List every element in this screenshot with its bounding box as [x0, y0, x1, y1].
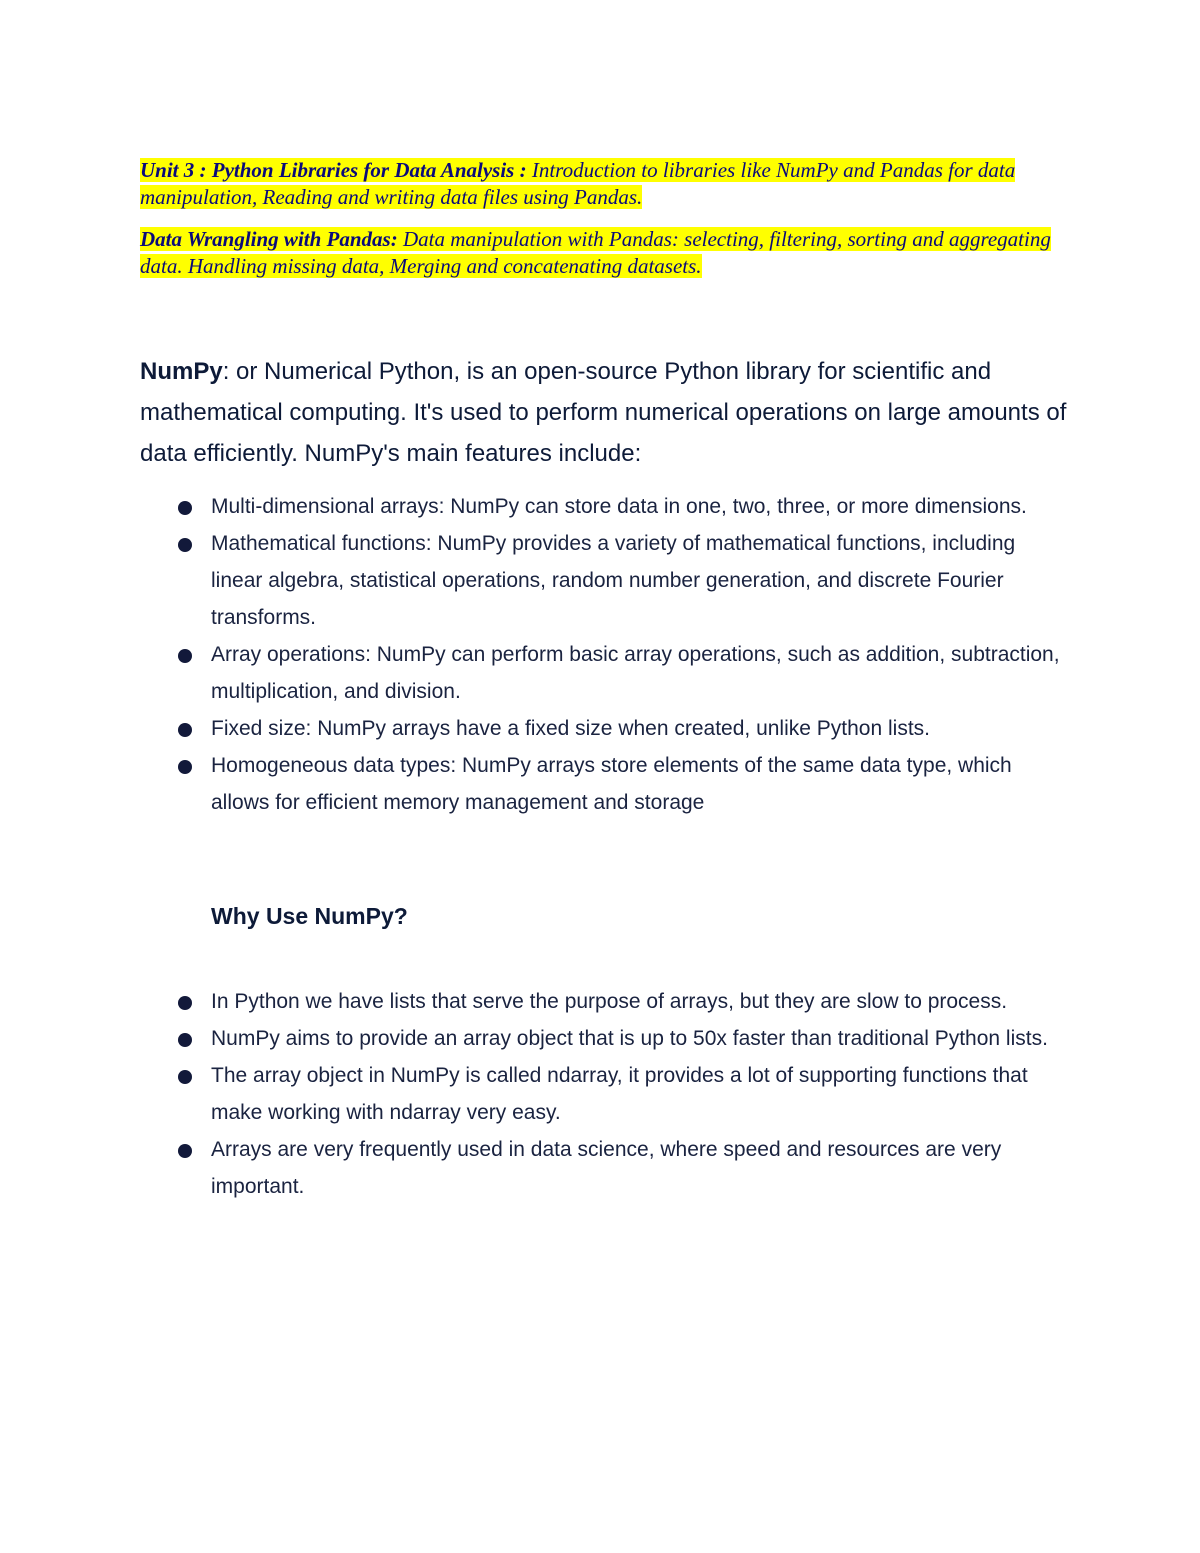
list-item [0, 1057, 1061, 1131]
list-item [0, 636, 1061, 710]
list-item [0, 1020, 1061, 1057]
wrangling-description [140, 226, 1075, 280]
numpy-term: NumPy [140, 358, 223, 385]
bullet-icon [178, 996, 192, 1010]
numpy-intro [140, 351, 1070, 474]
bullet-icon [178, 501, 192, 515]
wrangling-title: Data Wrangling with Pandas: [140, 227, 403, 251]
bullet-icon [178, 1033, 192, 1047]
unit-title: Unit 3 : Python Libraries for Data Analysis : [140, 158, 532, 182]
list-item-text: In Python we have lists that serve the purpose of arrays, but they are slow to process. [211, 990, 1008, 1013]
unit-text: Introduction to libraries like NumPy and Pandas for data manipulation, Reading and writing data files using Pandas. [140, 158, 1016, 209]
wrangling-highlight [140, 227, 1051, 278]
list-item-text: Mathematical functions: NumPy provides a variety of mathematical functions, including linear algebra, statistical operations, random number generation, and discrete Fourier transforms. [211, 532, 1016, 629]
list-item-text: Fixed size: NumPy arrays have a fixed size when created, unlike Python lists. [211, 717, 930, 740]
wrangling-text: Data manipulation with Pandas: selecting, filtering, sorting and aggregating data. Handling missing data, Merging and concatenating datasets. [140, 227, 1051, 278]
list-item [0, 525, 1061, 636]
bullet-icon [178, 1070, 192, 1084]
list-item [0, 1131, 1061, 1205]
unit-description [140, 157, 1075, 211]
unit-highlight [140, 158, 1015, 209]
list-item-text: Arrays are very frequently used in data science, where speed and resources are very important. [211, 1138, 1002, 1198]
list-item-text: Homogeneous data types: NumPy arrays store elements of the same data type, which allows for efficient memory management and storage [211, 754, 1012, 814]
bullet-icon [178, 760, 192, 774]
bullet-icon [178, 723, 192, 737]
list-item [0, 710, 1061, 747]
list-item [0, 983, 1061, 1020]
features-list [0, 488, 1200, 821]
numpy-intro-text: : or Numerical Python, is an open-source Python library for scientific and mathematical computing. It's used to perform numerical operations on large amounts of data efficiently. NumPy's main features include: [140, 358, 1067, 467]
bullet-icon [178, 1144, 192, 1158]
why-list [0, 983, 1200, 1205]
bullet-icon [178, 538, 192, 552]
list-item [0, 488, 1061, 525]
list-item-text: Multi-dimensional arrays: NumPy can store data in one, two, three, or more dimensions. [211, 495, 1027, 518]
why-numpy-heading: Why Use NumPy? [211, 903, 408, 929]
list-item-text: NumPy aims to provide an array object that is up to 50x faster than traditional Python lists. [211, 1027, 1048, 1050]
list-item-text: Array operations: NumPy can perform basic array operations, such as addition, subtraction, multiplication, and division. [211, 643, 1060, 703]
list-item [0, 747, 1061, 821]
bullet-icon [178, 649, 192, 663]
list-item-text: The array object in NumPy is called ndarray, it provides a lot of supporting functions that make working with ndarray very easy. [211, 1064, 1028, 1124]
